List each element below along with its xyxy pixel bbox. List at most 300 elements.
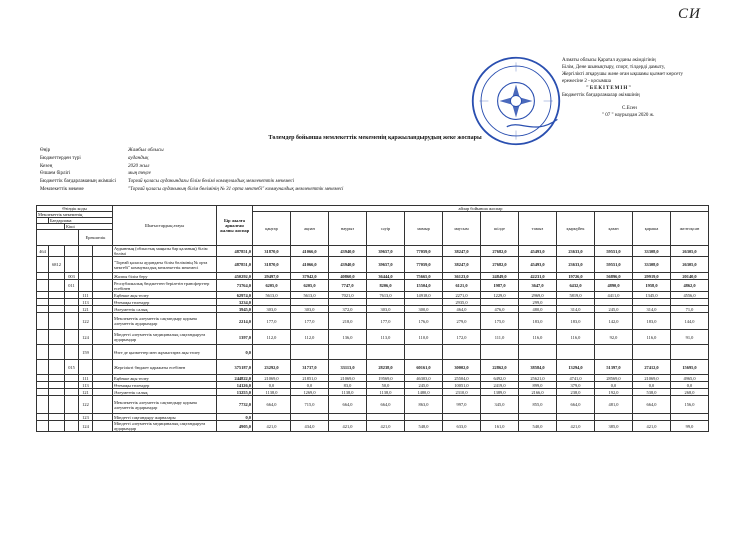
- row-month-value: 2310,0: [443, 389, 481, 396]
- row-code: [37, 375, 49, 382]
- row-month-value: 59551,0: [595, 257, 633, 273]
- row-month-value: 41066,0: [291, 257, 329, 273]
- row-code: [49, 280, 65, 292]
- row-month-value: 279,0: [443, 313, 481, 330]
- row-month-value: 997,0: [443, 396, 481, 414]
- row-month-value: 177,0: [253, 313, 291, 330]
- row-month-value: 41066,0: [291, 246, 329, 257]
- row-month-value: 540,0: [519, 421, 557, 432]
- row-code: [79, 246, 93, 257]
- row-month-value: [481, 414, 519, 421]
- row-month-value: 29919,0: [633, 273, 671, 280]
- row-month-value: 42231,0: [519, 273, 557, 280]
- row-month-value: 161,0: [481, 421, 519, 432]
- row-total: 487851,0: [217, 257, 253, 273]
- month-header: маусым: [443, 212, 481, 246]
- row-code-blank: [93, 273, 113, 280]
- row-month-value: 379,0: [557, 382, 595, 389]
- row-month-value: 31870,0: [253, 246, 291, 257]
- row-month-value: 51397,0: [595, 360, 633, 375]
- code-level-header: Кіші: [65, 224, 113, 230]
- row-name: Мемлекеттік әлеуметтік сақтандыру қорына әлеуметтік аударымдар: [113, 313, 217, 330]
- row-code: 121: [79, 389, 93, 396]
- row-name: Әлеуметтік салық: [113, 389, 217, 396]
- row-code: 121: [79, 306, 93, 313]
- row-month-value: 46303,0: [405, 375, 443, 382]
- row-month-value: 855,0: [519, 396, 557, 414]
- signer-title: Бюджеттік бағдарламалар әкімшінің: [562, 93, 640, 98]
- row-month-value: 27682,0: [481, 257, 519, 273]
- name-column-header: Шығыстардың атауы: [113, 206, 217, 246]
- row-total: 62974,0: [217, 292, 253, 299]
- row-month-value: 5819,0: [557, 292, 595, 299]
- month-header: наурыз: [329, 212, 367, 246]
- row-name: Өзге де қызметтер мен жұмыстарға ақы төлеу: [113, 345, 217, 360]
- row-month-value: 43940,0: [329, 246, 367, 257]
- table-row: [37, 389, 709, 396]
- row-code: [37, 257, 49, 273]
- row-month-value: 28569,0: [595, 375, 633, 382]
- row-code: [65, 389, 79, 396]
- row-month-value: 21851,0: [291, 375, 329, 382]
- table-row: [37, 375, 709, 382]
- row-month-value: 43940,0: [329, 257, 367, 273]
- header-field: [40, 155, 343, 163]
- row-code: [65, 299, 79, 306]
- row-code: [65, 257, 79, 273]
- row-month-value: 863,0: [405, 396, 443, 414]
- approval-line: Білім, Дене шынықтыру, спорт, тілдерді дамыту,: [562, 65, 666, 70]
- row-code: 122: [79, 313, 93, 330]
- row-month-value: [633, 299, 671, 306]
- row-month-value: 4741,0: [557, 375, 595, 382]
- row-code: [65, 375, 79, 382]
- financing-plan-table: [36, 205, 709, 432]
- row-month-value: 899,0: [519, 382, 557, 389]
- row-month-value: 20140,0: [671, 273, 709, 280]
- row-month-value: 26305,0: [671, 257, 709, 273]
- row-total: 73764,0: [217, 280, 253, 292]
- row-month-value: 6432,0: [557, 280, 595, 292]
- row-month-value: 2166,0: [519, 389, 557, 396]
- row-code: 124: [79, 421, 93, 432]
- row-code: [65, 313, 79, 330]
- row-code: [37, 396, 49, 414]
- row-month-value: 218,0: [329, 313, 367, 330]
- table-row: [37, 421, 709, 432]
- row-month-value: 136,0: [329, 330, 367, 345]
- row-month-value: 8206,0: [367, 280, 405, 292]
- row-month-value: 23633,0: [557, 257, 595, 273]
- row-month-value: 664,0: [367, 396, 405, 414]
- approval-line: Алматы облысы Қаратал ауданы әкімдігінің: [562, 58, 656, 63]
- row-month-value: 60161,0: [405, 360, 443, 375]
- row-month-value: 91,0: [671, 330, 709, 345]
- row-month-value: 13294,0: [557, 360, 595, 375]
- row-total: 1397,0: [217, 330, 253, 345]
- row-code-blank: [93, 313, 113, 330]
- row-code-blank: [93, 389, 113, 396]
- row-code: [49, 396, 65, 414]
- row-month-value: 303,0: [367, 306, 405, 313]
- header-field-value: 2020 жыл: [128, 163, 150, 169]
- row-month-value: [291, 299, 329, 306]
- row-code: [49, 313, 65, 330]
- row-month-value: 434,0: [291, 421, 329, 432]
- row-month-value: 39657,0: [367, 246, 405, 257]
- row-month-value: 36444,0: [367, 273, 405, 280]
- row-code: [65, 292, 79, 299]
- row-code: [65, 330, 79, 345]
- row-code: 6812: [49, 257, 65, 273]
- row-month-value: [595, 345, 633, 360]
- row-month-value: 24849,0: [481, 273, 519, 280]
- row-month-value: 23633,0: [557, 246, 595, 257]
- row-month-value: 0,0: [633, 382, 671, 389]
- row-month-value: 300,0: [405, 306, 443, 313]
- row-code: [65, 345, 79, 360]
- row-code-blank: [93, 257, 113, 273]
- row-month-value: 45493,0: [519, 246, 557, 257]
- row-total: 0,0: [217, 414, 253, 421]
- row-total: 244822,0: [217, 375, 253, 382]
- row-total: 3234,0: [217, 299, 253, 306]
- row-code: [37, 306, 49, 313]
- table-row: [37, 273, 709, 280]
- row-code: [49, 345, 65, 360]
- row-code: [65, 306, 79, 313]
- row-code: [79, 273, 93, 280]
- row-total: 4905,0: [217, 421, 253, 432]
- row-code: [37, 292, 49, 299]
- table-row: [37, 306, 709, 313]
- row-month-value: 176,0: [405, 313, 443, 330]
- row-month-value: 4862,0: [671, 280, 709, 292]
- row-total: 0,0: [217, 345, 253, 360]
- row-month-value: 75665,0: [405, 273, 443, 280]
- row-code: [79, 360, 93, 375]
- row-month-value: 22862,0: [481, 360, 519, 375]
- row-name: Өтемақы төлемдер: [113, 382, 217, 389]
- signer-name: С.Есен: [622, 106, 637, 111]
- row-month-value: 28238,0: [367, 360, 405, 375]
- row-month-value: [595, 299, 633, 306]
- row-month-value: [481, 299, 519, 306]
- table-row: [37, 414, 709, 421]
- row-code: [37, 421, 49, 432]
- row-code-blank: [93, 360, 113, 375]
- row-month-value: [253, 299, 291, 306]
- row-month-value: [481, 345, 519, 360]
- row-month-value: 1345,0: [633, 292, 671, 299]
- row-total: 2214,0: [217, 313, 253, 330]
- page-number: СИ: [678, 6, 701, 22]
- row-month-value: 192,0: [595, 389, 633, 396]
- row-month-value: 183,0: [633, 313, 671, 330]
- row-month-value: [671, 345, 709, 360]
- row-name: Мемлекеттік әлеуметтік сақтандыру қорына әлеуметтік аударымдар: [113, 396, 217, 414]
- row-month-value: 7747,0: [329, 280, 367, 292]
- row-month-value: 21069,0: [633, 375, 671, 382]
- row-month-value: [519, 414, 557, 421]
- row-month-value: 0,0: [595, 382, 633, 389]
- row-month-value: 6205,0: [291, 280, 329, 292]
- row-month-value: 1389,0: [481, 389, 519, 396]
- row-month-value: 2935,0: [443, 299, 481, 306]
- row-code-blank: [93, 414, 113, 421]
- row-month-value: 31737,0: [291, 360, 329, 375]
- row-month-value: 33308,0: [633, 257, 671, 273]
- row-month-value: [557, 345, 595, 360]
- row-month-value: 77059,0: [405, 257, 443, 273]
- header-field-label: Кезең: [40, 163, 53, 169]
- row-month-value: 245,0: [595, 306, 633, 313]
- row-month-value: 715,0: [291, 396, 329, 414]
- row-month-value: 26305,0: [671, 246, 709, 257]
- row-month-value: 421,0: [557, 421, 595, 432]
- month-header: қазан: [595, 212, 633, 246]
- row-month-value: [329, 299, 367, 306]
- row-month-value: 40860,0: [329, 273, 367, 280]
- table-row: [37, 313, 709, 330]
- row-code: 111: [79, 292, 93, 299]
- row-month-value: [329, 414, 367, 421]
- row-code: [37, 313, 49, 330]
- row-month-value: 7613,0: [367, 292, 405, 299]
- row-month-value: 245,0: [405, 382, 443, 389]
- row-month-value: 345,0: [481, 396, 519, 414]
- row-name: Республикалық бюджеттен берілетін трансферттер есебінен: [113, 280, 217, 292]
- row-month-value: 238,0: [557, 389, 595, 396]
- header-field: [40, 147, 343, 155]
- approval-word: "БЕКІТЕМІН": [586, 86, 632, 91]
- code-level-header: Бағдарлама: [49, 218, 113, 224]
- row-month-value: 172,0: [443, 330, 481, 345]
- row-month-value: 464,0: [443, 306, 481, 313]
- row-month-value: 476,0: [481, 306, 519, 313]
- row-name: Аудынның (облыстық маңызы бар қаланың) білім бөлімі: [113, 246, 217, 257]
- row-month-value: 15695,0: [671, 360, 709, 375]
- header-field-label: Өлшем бірлігі: [40, 171, 71, 177]
- row-month-value: 25621,0: [519, 375, 557, 382]
- row-code: [65, 246, 79, 257]
- row-month-value: 116,0: [633, 330, 671, 345]
- row-month-value: [367, 299, 405, 306]
- row-code-blank: [93, 382, 113, 389]
- row-month-value: 1138,0: [367, 389, 405, 396]
- table-row: [37, 246, 709, 257]
- table-row: [37, 396, 709, 414]
- row-month-value: 59551,0: [595, 246, 633, 257]
- row-month-value: 1987,0: [481, 280, 519, 292]
- header-field: [40, 178, 343, 186]
- header-field-value: аудандық: [128, 155, 149, 161]
- table-row: [37, 330, 709, 345]
- row-total: 3945,0: [217, 306, 253, 313]
- row-name: Міндетті әлеуметтік медициналық сақтандыруға аударымдар: [113, 330, 217, 345]
- row-code-blank: [93, 292, 113, 299]
- row-month-value: 14918,0: [405, 292, 443, 299]
- row-month-value: 110,0: [405, 330, 443, 345]
- official-seal-icon: [470, 55, 562, 147]
- row-month-value: 92,0: [595, 330, 633, 345]
- row-month-value: 36123,0: [443, 273, 481, 280]
- row-month-value: 3647,0: [519, 280, 557, 292]
- row-month-value: 144,0: [671, 313, 709, 330]
- row-month-value: [291, 414, 329, 421]
- row-month-value: [671, 414, 709, 421]
- row-month-value: 21069,0: [329, 375, 367, 382]
- row-total: 450292,0: [217, 273, 253, 280]
- row-month-value: 175,0: [481, 313, 519, 330]
- row-month-value: 112,0: [253, 330, 291, 345]
- header-field-value: Жамбыл облысы: [128, 148, 164, 153]
- row-total: 7732,0: [217, 396, 253, 414]
- row-code: [37, 280, 49, 292]
- row-month-value: [291, 345, 329, 360]
- row-code: 464: [37, 246, 49, 257]
- row-month-value: 421,0: [633, 421, 671, 432]
- month-header: қыркүйек: [557, 212, 595, 246]
- row-code: [65, 382, 79, 389]
- row-month-value: 4965,0: [671, 375, 709, 382]
- header-field: [40, 170, 343, 178]
- row-month-value: 33308,0: [633, 246, 671, 257]
- approval-line: Жергілікті атқарушы және оған ықшамы қызмет көрсету: [562, 72, 683, 77]
- row-code-blank: [93, 306, 113, 313]
- row-month-value: 2969,0: [519, 292, 557, 299]
- row-month-value: 664,0: [253, 396, 291, 414]
- header-field-value: Торғай қаласы ауданындағы білім бөлімі коммуналдық мемлекеттік мекемесі: [128, 179, 295, 185]
- row-month-value: 25504,0: [443, 375, 481, 382]
- row-name: Міндетті сақтандыру жарналары: [113, 414, 217, 421]
- row-code: 015: [65, 360, 79, 375]
- row-code: [49, 299, 65, 306]
- row-month-value: 0,0: [253, 382, 291, 389]
- row-code: [37, 382, 49, 389]
- header-field: [40, 163, 343, 171]
- row-month-value: 27682,0: [481, 246, 519, 257]
- row-total: 13255,0: [217, 389, 253, 396]
- row-month-value: 303,0: [253, 306, 291, 313]
- row-total: 14126,0: [217, 382, 253, 389]
- row-code: [49, 330, 65, 345]
- row-name: Міндетті әлеуметтік медициналық сақтандыруға аударымдар: [113, 421, 217, 432]
- row-name: Өтемақы төлемдер: [113, 299, 217, 306]
- row-code-blank: [93, 375, 113, 382]
- row-month-value: 31870,0: [253, 257, 291, 273]
- header-field-label: Мемлекеттік мекеме: [40, 186, 84, 192]
- row-code: [49, 360, 65, 375]
- months-header: айлар бойынша жоспар: [253, 206, 709, 212]
- row-month-value: 19726,0: [557, 273, 595, 280]
- table-row: [37, 280, 709, 292]
- row-month-value: 56896,0: [595, 273, 633, 280]
- row-month-value: 268,0: [671, 389, 709, 396]
- row-code: 124: [79, 330, 93, 345]
- row-month-value: 299,0: [519, 299, 557, 306]
- row-code-blank: [93, 280, 113, 292]
- row-month-value: 314,0: [633, 306, 671, 313]
- row-month-value: 183,0: [557, 313, 595, 330]
- header-field-value: мың теңге: [128, 171, 151, 177]
- row-name: Еңбекке ақы төлеу: [113, 292, 217, 299]
- header-field: [40, 186, 343, 194]
- row-month-value: [633, 414, 671, 421]
- row-month-value: 33113,0: [329, 360, 367, 375]
- row-month-value: 1269,0: [291, 389, 329, 396]
- row-month-value: 303,0: [291, 306, 329, 313]
- month-header: тамыз: [519, 212, 557, 246]
- row-code-blank: [93, 421, 113, 432]
- row-month-value: 372,0: [329, 306, 367, 313]
- row-month-value: 0,0: [671, 382, 709, 389]
- header-field-value: "Торғай қаласы ауданының білім бөлімінің № 31 орта мектебі" коммуналдық мемлекеттік мекемесі: [128, 186, 344, 192]
- row-month-value: [367, 345, 405, 360]
- row-month-value: [557, 299, 595, 306]
- row-month-value: 38247,0: [443, 257, 481, 273]
- row-month-value: 421,0: [329, 421, 367, 432]
- row-month-value: 23292,0: [253, 360, 291, 375]
- month-header: желтоқсан: [671, 212, 709, 246]
- row-month-value: 5613,0: [291, 292, 329, 299]
- table-row: [37, 360, 709, 375]
- row-code: [79, 280, 93, 292]
- row-month-value: [443, 414, 481, 421]
- row-name: "Торғай қаласы аудандағы білім бөлімінің № орта мектебі" коммуналдық мемлекеттік мекемесі: [113, 257, 217, 273]
- row-code: [49, 306, 65, 313]
- row-month-value: 30002,0: [443, 360, 481, 375]
- row-month-value: 37942,0: [291, 273, 329, 280]
- row-code: [37, 330, 49, 345]
- row-code-blank: [93, 396, 113, 414]
- row-total: 375187,0: [217, 360, 253, 375]
- row-month-value: [557, 414, 595, 421]
- row-month-value: [405, 414, 443, 421]
- header-field-label: Бюджеттік бағдарламаның әкімшісі: [40, 179, 117, 185]
- month-header: қараша: [633, 212, 671, 246]
- row-month-value: 21069,0: [253, 375, 291, 382]
- row-month-value: 2271,0: [443, 292, 481, 299]
- row-month-value: 177,0: [367, 313, 405, 330]
- row-code: [79, 257, 93, 273]
- row-month-value: 421,0: [367, 421, 405, 432]
- row-month-value: 15504,0: [405, 280, 443, 292]
- row-code: [49, 246, 65, 257]
- row-month-value: [405, 299, 443, 306]
- row-code: [49, 389, 65, 396]
- row-month-value: 480,0: [519, 306, 557, 313]
- header-fields: [40, 147, 343, 194]
- month-header: қаңтар: [253, 212, 291, 246]
- row-month-value: 4556,0: [671, 292, 709, 299]
- row-month-value: 116,0: [557, 330, 595, 345]
- row-name: Жалпы білім беру: [113, 273, 217, 280]
- header-field-label: Бюджеттерден түрі: [40, 155, 81, 161]
- row-code: 123: [79, 414, 93, 421]
- row-month-value: [595, 414, 633, 421]
- row-month-value: 6205,0: [253, 280, 291, 292]
- row-month-value: 183,0: [519, 313, 557, 330]
- row-month-value: [253, 414, 291, 421]
- row-month-value: [443, 345, 481, 360]
- row-month-value: 6121,0: [443, 280, 481, 292]
- row-month-value: 2419,0: [481, 382, 519, 389]
- table-row: [37, 345, 709, 360]
- row-month-value: 83,0: [329, 382, 367, 389]
- row-month-value: [519, 345, 557, 360]
- row-month-value: 314,0: [557, 306, 595, 313]
